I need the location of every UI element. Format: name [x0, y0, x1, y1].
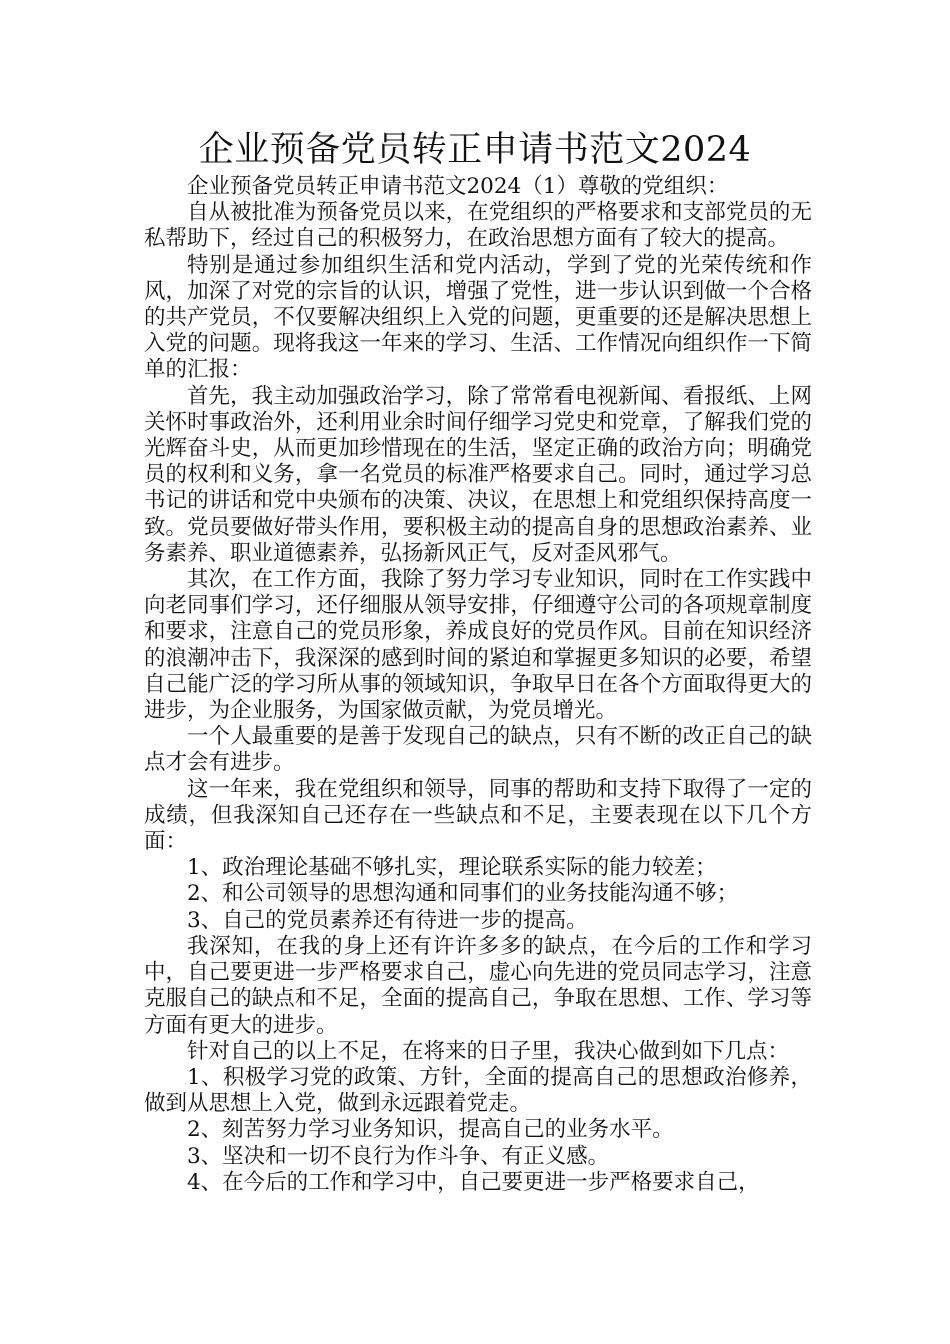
list-item: 1、政治理论基础不够扎实，理论联系实际的能力较差； [187, 855, 717, 881]
document-title: 企业预备党员转正申请书范文2024 [198, 130, 752, 170]
list-item: 4、在今后的工作和学习中，自己要更进一步严格要求自己， [187, 1169, 760, 1195]
body-paragraph: 自从被批准为预备党员以来，在党组织的严格要求和支部党员的无私帮助下，经过自己的积极努力，在政治思想方面有了较大的提高。 [144, 200, 812, 252]
body-paragraph: 特别是通过参加组织生活和党内活动，学到了党的光荣传统和作风，加深了对党的宗旨的认识，增强了党性，进一步认识到做一个合格的共产党员，不仅要解决组织上入党的问题，更重要的还是解决思想上入党的问题。现将我这一年来的学习、生活、工作情况向组织作一下简单的汇报： [144, 252, 812, 383]
body-paragraph: 针对自己的以上不足，在将来的日子里，我决心做到如下几点： [187, 1038, 790, 1064]
list-item: 2、和公司领导的思想沟通和同事们的业务技能沟通不够； [187, 881, 739, 907]
list-item: 3、自己的党员素养还有待进一步的提高。 [187, 907, 588, 933]
body-paragraph: 一个人最重要的是善于发现自己的缺点，只有不断的改正自己的缺点才会有进步。 [144, 724, 812, 776]
body-paragraph: 首先，我主动加强政治学习，除了常常看电视新闻、看报纸、上网关怀时事政治外，还利用业余时间仔细学习党史和党章，了解我们党的光辉奋斗史，从而更加珍惜现在的生活，坚定正确的政治方向；明确党员的权利和义务，拿一名党员的标准严格要求自己。同时，通过学习总书记的讲话和党中央颁布的决策、决议，在思想上和党组织保持高度一致。党员要做好带头作用，要积极主动的提高自身的思想政治素养、业务素养、职业道德素养，弘扬新风正气，反对歪风邪气。 [144, 383, 812, 566]
list-item: 3、坚决和一切不良行为作斗争、有正义感。 [187, 1143, 610, 1169]
body-paragraph: 我深知，在我的身上还有许许多多的缺点，在今后的工作和学习中，自己要更进一步严格要求自己，虚心向先进的党员同志学习，注意克服自己的缺点和不足，全面的提高自己，争取在思想、工作、学习等方面有更大的进步。 [144, 933, 812, 1038]
salutation-paragraph: 企业预备党员转正申请书范文2024（1）尊敬的党组织： [187, 174, 729, 199]
document-body [144, 174, 812, 1196]
list-item: 1、积极学习党的政策、方针，全面的提高自己的思想政治修养，做到从思想上入党，做到永远跟着党走。 [144, 1064, 812, 1117]
body-paragraph: 其次，在工作方面，我除了努力学习专业知识，同时在工作实践中向老同事们学习，还仔细服从领导安排，仔细遵守公司的各项规章制度和要求，注意自己的党员形象，养成良好的党员作风。目前在知识经济的浪潮冲击下，我深深的感到时间的紧迫和掌握更多知识的必要，希望自己能广泛的学习所从事的领域知识，争取早日在各个方面取得更大的进步，为企业服务，为国家做贡献，为党员增光。 [144, 567, 812, 724]
body-paragraph: 这一年来，我在党组织和领导，同事的帮助和支持下取得了一定的成绩，但我深知自己还存在一些缺点和不足，主要表现在以下几个方面： [144, 776, 812, 855]
list-item: 2、刻苦努力学习业务知识，提高自己的业务水平。 [187, 1117, 674, 1143]
